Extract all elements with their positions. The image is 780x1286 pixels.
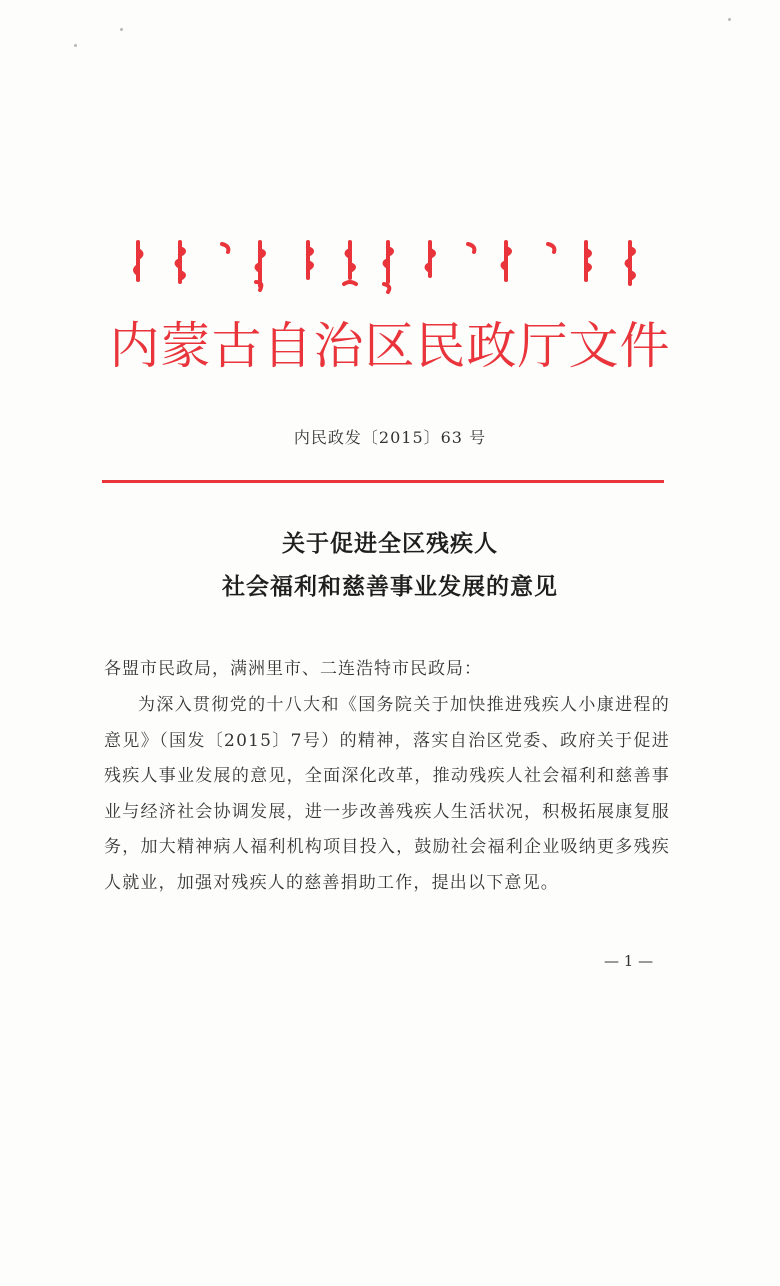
document-title-line-2: 社会福利和慈善事业发展的意见 <box>222 573 558 600</box>
page-number: — 1 — <box>604 952 654 970</box>
mongolian-script-glyphs <box>130 236 650 298</box>
document-title-line-1: 关于促进全区残疾人 <box>282 530 498 557</box>
document-number: 内民政发〔2015〕63 号 <box>293 428 487 447</box>
salutation: 各盟市民政局，满洲里市、二连浩特市民政局： <box>104 659 482 679</box>
mongolian-script-header <box>130 236 650 298</box>
scan-speck <box>728 18 731 21</box>
scan-speck <box>74 44 77 47</box>
issuing-authority-title: 内蒙古自治区民政厅文件 <box>109 317 671 375</box>
scan-speck <box>120 28 123 31</box>
body-paragraph: 为深入贯彻党的十八大和《国务院关于加快推进残疾人小康进程的意见》（国发〔2015〕7号）的精神，落实自治区党委、政府关于促进残疾人事业发展的意见，全面深化改革，推动残疾人社会福利和慈善事业与经济社会协调发展，进一步改善残疾人生活状况，积极拓展康复服务，加大精神病人福利机构项目投入，鼓励社会福利企业吸纳更多残疾人就业，加强对残疾人的慈善捐助工作，提出以下意见。 <box>104 695 670 893</box>
red-divider-line <box>102 480 664 483</box>
